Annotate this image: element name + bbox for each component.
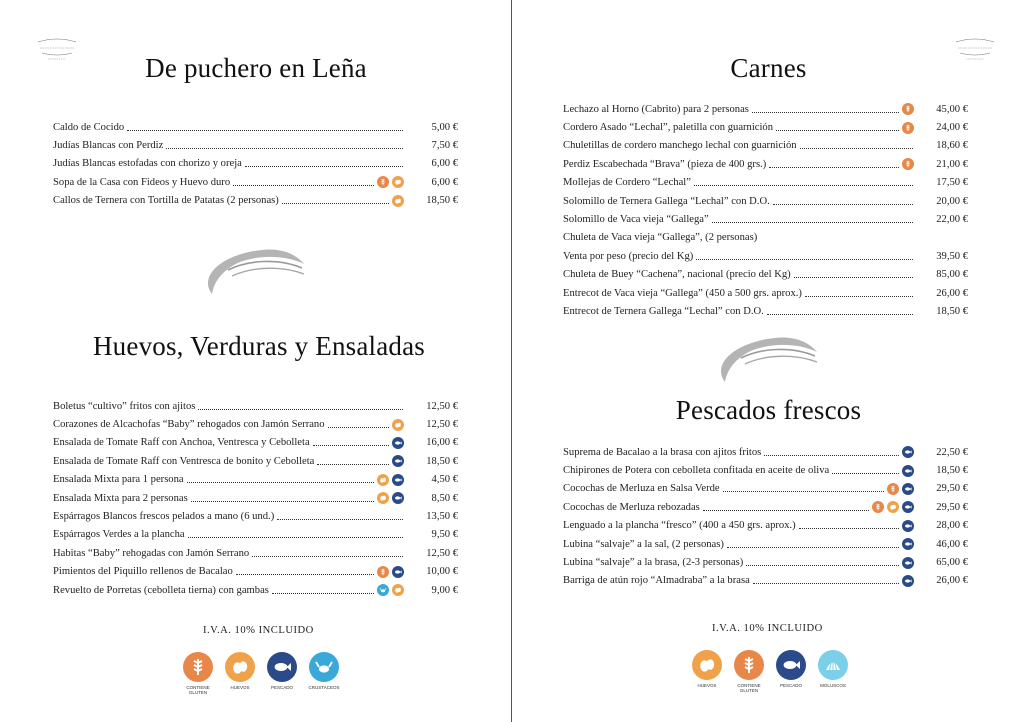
dot-leader bbox=[272, 593, 374, 594]
legend-item-huevos bbox=[224, 652, 256, 696]
menu-item-price: 18,50 € bbox=[426, 195, 458, 207]
allergen-icons bbox=[377, 584, 404, 596]
pescados-list bbox=[563, 443, 968, 590]
legend-label: HUEVOS bbox=[697, 683, 717, 688]
dot-leader bbox=[832, 473, 899, 474]
huevos-icon bbox=[392, 419, 404, 431]
menu-item-price: 18,50 € bbox=[936, 465, 968, 477]
menu-item-price: 21,00 € bbox=[936, 158, 968, 170]
allergen-icons bbox=[872, 501, 914, 513]
legend-item-huevos bbox=[691, 650, 723, 694]
dot-leader bbox=[328, 427, 389, 428]
menu-item bbox=[563, 100, 968, 118]
menu-item-price: 7,50 € bbox=[431, 140, 458, 152]
menu-item-price: 18,60 € bbox=[936, 140, 968, 152]
menu-item-price: 12,50 € bbox=[426, 547, 458, 559]
gluten-icon bbox=[872, 501, 884, 513]
menu-item bbox=[563, 229, 968, 247]
pescado-icon bbox=[902, 483, 914, 495]
huevos-icon bbox=[377, 474, 389, 486]
menu-item-name: Sopa de la Casa con Fideos y Huevo duro bbox=[53, 176, 231, 188]
legend-label: CONTIENE GLUTEN bbox=[737, 683, 761, 694]
menu-item-name: Perdiz Escabechada “Brava” (pieza de 400 grs.) bbox=[563, 158, 767, 170]
menu-item bbox=[563, 155, 968, 173]
menu-item-name: Corazones de Alcachofas “Baby” rehogados con Jamón Serrano bbox=[53, 419, 325, 431]
dot-leader bbox=[694, 185, 913, 186]
dot-leader bbox=[703, 510, 869, 511]
allergen-icons bbox=[902, 538, 914, 550]
section-title-huevos: Huevos, Verduras y Ensaladas bbox=[92, 331, 426, 361]
allergen-icons bbox=[392, 419, 404, 431]
menu-item-price: 45,00 € bbox=[936, 103, 968, 115]
menu-item-name: Lubina “salvaje” a la sal, (2 personas) bbox=[563, 538, 724, 550]
dot-leader bbox=[236, 574, 374, 575]
dot-leader bbox=[723, 491, 884, 492]
dot-leader bbox=[752, 112, 899, 113]
menu-item-price: 39,50 € bbox=[936, 250, 968, 262]
menu-item bbox=[53, 155, 458, 173]
menu-item-price: 17,50 € bbox=[936, 177, 968, 189]
allergen-icons bbox=[392, 437, 404, 449]
allergen-icons bbox=[902, 158, 914, 170]
menu-item bbox=[53, 136, 458, 154]
menu-item-name: Revuelto de Porretas (cebolleta tierna) con gambas bbox=[53, 584, 269, 596]
allergen-icons bbox=[887, 483, 914, 495]
dot-leader bbox=[166, 148, 403, 149]
menu-item-name: Cordero Asado “Lechal”, paletilla con guarnición bbox=[563, 122, 774, 134]
dot-leader bbox=[712, 222, 913, 223]
menu-item-name: Suprema de Bacalao a la brasa con ajitos fritos bbox=[563, 446, 762, 458]
section-title-puchero: De puchero en Leña bbox=[145, 53, 367, 83]
allergen-icons bbox=[392, 195, 404, 207]
menu-item-name: Lechazo al Horno (Cabrito) para 2 personas bbox=[563, 103, 749, 115]
gluten-icon bbox=[734, 650, 764, 680]
menu-item-name: Chuleta de Vaca vieja “Gallega”, (2 personas) bbox=[563, 232, 758, 244]
menu-item-price: 85,00 € bbox=[936, 269, 968, 281]
section-title-pescados: Pescados frescos bbox=[675, 395, 862, 425]
dot-leader bbox=[282, 203, 389, 204]
menu-item-name: Chipirones de Potera con cebolleta confitada en aceite de oliva bbox=[563, 465, 830, 477]
menu-item-price: 9,50 € bbox=[431, 529, 458, 541]
menu-item-name: Entrecot de Ternera Gallega “Lechal” con D.O. bbox=[563, 305, 764, 317]
menu-item-name: Lubina “salvaje” a la brasa, (2-3 personas) bbox=[563, 557, 744, 569]
allergen-icons bbox=[902, 520, 914, 532]
allergen-icons bbox=[377, 474, 404, 486]
menu-item-price: 26,00 € bbox=[936, 287, 968, 299]
menu-item-price: 18,50 € bbox=[936, 305, 968, 317]
legend-label: MOLUSCOS bbox=[820, 683, 846, 688]
menu-item-price: 16,00 € bbox=[426, 437, 458, 449]
pescado-icon bbox=[902, 446, 914, 458]
menu-item bbox=[53, 563, 458, 581]
pescado-icon bbox=[267, 652, 297, 682]
menu-item-name: Boletus “cultivo” fritos con ajitos bbox=[53, 400, 196, 412]
pescado-icon bbox=[902, 557, 914, 569]
menu-item bbox=[563, 443, 968, 461]
menu-item bbox=[563, 210, 968, 228]
menu-item-price: 13,50 € bbox=[426, 511, 458, 523]
menu-item-price: 26,00 € bbox=[936, 575, 968, 587]
dot-leader bbox=[764, 455, 899, 456]
menu-item-name: Venta por peso (precio del Kg) bbox=[563, 250, 694, 262]
menu-item-price: 65,00 € bbox=[936, 557, 968, 569]
menu-item-name: Espárragos Blancos frescos pelados a mano (6 und.) bbox=[53, 511, 275, 523]
legend-label: CRUSTACEOS bbox=[308, 685, 340, 690]
menu-item-name: Cocochas de Merluza rebozadas bbox=[563, 501, 700, 513]
menu-page-right bbox=[513, 0, 1024, 722]
crustaceos-icon bbox=[309, 652, 339, 682]
menu-item-name: Chuletillas de cordero manchego lechal con guarnición bbox=[563, 140, 797, 152]
dot-leader bbox=[245, 166, 403, 167]
pescado-icon bbox=[902, 575, 914, 587]
menu-item bbox=[53, 434, 458, 452]
dot-leader bbox=[794, 277, 913, 278]
menu-item-name: Ensalada de Tomate Raff con Ventresca de bonito y Cebolleta bbox=[53, 455, 315, 467]
menu-item-price: 22,00 € bbox=[936, 214, 968, 226]
menu-item bbox=[563, 461, 968, 479]
crustaceos-icon bbox=[377, 584, 389, 596]
legend-label: HUEVOS bbox=[230, 685, 250, 690]
menu-item-name: Ensalada Mixta para 1 persona bbox=[53, 474, 184, 486]
pescado-icon bbox=[902, 501, 914, 513]
dot-leader bbox=[769, 167, 899, 168]
menu-item-name: Judías Blancas con Perdiz bbox=[53, 140, 164, 152]
dot-leader bbox=[799, 528, 899, 529]
menu-item bbox=[53, 415, 458, 433]
menu-item-name: Callos de Ternera con Tortilla de Patatas (2 personas) bbox=[53, 195, 279, 207]
menu-item-name: Pimientos del Piquillo rellenos de Bacalao bbox=[53, 566, 233, 578]
menu-item-price: 8,50 € bbox=[431, 492, 458, 504]
menu-item-price: 6,00 € bbox=[431, 158, 458, 170]
pescado-icon bbox=[902, 465, 914, 477]
allergen-icons bbox=[902, 122, 914, 134]
menu-item bbox=[563, 535, 968, 553]
gluten-icon bbox=[902, 103, 914, 115]
menu-item bbox=[563, 284, 968, 302]
dot-leader bbox=[727, 547, 899, 548]
pescado-icon bbox=[392, 455, 404, 467]
legend-item-pescado bbox=[266, 652, 298, 696]
menu-item bbox=[53, 526, 458, 544]
menu-item bbox=[53, 173, 458, 191]
decorative-swoosh bbox=[711, 324, 819, 386]
menu-item-price: 46,00 € bbox=[936, 538, 968, 550]
dot-leader bbox=[313, 445, 389, 446]
menu-item-price: 10,00 € bbox=[426, 566, 458, 578]
allergen-icons bbox=[902, 446, 914, 458]
legend-item-gluten bbox=[733, 650, 765, 694]
dot-leader bbox=[187, 482, 374, 483]
allergen-legend bbox=[182, 652, 340, 696]
menu-item-name: Cocochas de Merluza en Salsa Verde bbox=[563, 483, 720, 495]
dot-leader bbox=[317, 464, 389, 465]
menu-item-price: 18,50 € bbox=[426, 455, 458, 467]
menu-item-price: 6,00 € bbox=[431, 176, 458, 188]
iva-note: I.V.A. 10% INCLUIDO bbox=[203, 625, 314, 636]
menu-item-price: 5,00 € bbox=[431, 121, 458, 133]
menu-item-price: 20,00 € bbox=[936, 195, 968, 207]
dot-leader bbox=[198, 409, 403, 410]
dot-leader bbox=[800, 148, 913, 149]
huevos-list bbox=[53, 397, 458, 599]
huevos-icon bbox=[887, 501, 899, 513]
dot-leader bbox=[191, 501, 374, 502]
menu-item bbox=[563, 174, 968, 192]
menu-item bbox=[563, 572, 968, 590]
section-title-carnes: Carnes bbox=[730, 53, 807, 83]
menu-item bbox=[563, 498, 968, 516]
menu-item-price: 24,00 € bbox=[936, 122, 968, 134]
menu-item-name: Mollejas de Cordero “Lechal” bbox=[563, 177, 691, 189]
allergen-icons bbox=[902, 465, 914, 477]
carnes-list bbox=[563, 100, 968, 321]
pescado-icon bbox=[392, 492, 404, 504]
dot-leader bbox=[776, 130, 899, 131]
menu-item bbox=[53, 544, 458, 562]
dot-leader bbox=[805, 296, 913, 297]
dot-leader bbox=[277, 519, 403, 520]
huevos-icon bbox=[392, 195, 404, 207]
menu-item-name: Barriga de atún rojo “Almadraba” a la brasa bbox=[563, 575, 750, 587]
gluten-icon bbox=[377, 566, 389, 578]
legend-item-gluten bbox=[182, 652, 214, 696]
allergen-legend bbox=[691, 650, 849, 694]
menu-item-price: 12,50 € bbox=[426, 419, 458, 431]
legend-label: PESCADO bbox=[779, 683, 802, 688]
menu-item-name: Entrecot de Vaca vieja “Gallega” (450 a 500 grs. aprox.) bbox=[563, 287, 802, 299]
menu-item-name: Chuleta de Buey “Cachena”, nacional (precio del Kg) bbox=[563, 269, 791, 281]
gluten-icon bbox=[902, 122, 914, 134]
menu-item bbox=[53, 192, 458, 210]
dot-leader bbox=[127, 130, 403, 131]
menu-item-name: Espárragos Verdes a la plancha bbox=[53, 529, 185, 541]
decorative-swoosh bbox=[198, 236, 306, 298]
menu-item bbox=[53, 581, 458, 599]
gluten-icon bbox=[902, 158, 914, 170]
menu-item bbox=[53, 507, 458, 525]
moluscos-icon bbox=[818, 650, 848, 680]
pescado-icon bbox=[392, 437, 404, 449]
allergen-icons bbox=[392, 455, 404, 467]
pescado-icon bbox=[902, 538, 914, 550]
gluten-icon bbox=[183, 652, 213, 682]
dot-leader bbox=[233, 185, 374, 186]
gluten-icon bbox=[377, 176, 389, 188]
menu-item-price: 29,50 € bbox=[936, 483, 968, 495]
pescado-icon bbox=[392, 566, 404, 578]
menu-item bbox=[53, 118, 458, 136]
legend-item-pescado bbox=[775, 650, 807, 694]
menu-item-name: Solomillo de Vaca vieja “Gallega” bbox=[563, 214, 709, 226]
menu-item-price: 29,50 € bbox=[936, 501, 968, 513]
menu-item-name: Ensalada de Tomate Raff con Anchoa, Ventresca y Cebolleta bbox=[53, 437, 310, 449]
allergen-icons bbox=[377, 176, 404, 188]
allergen-icons bbox=[902, 557, 914, 569]
dot-leader bbox=[696, 259, 913, 260]
pescado-icon bbox=[776, 650, 806, 680]
menu-item bbox=[53, 397, 458, 415]
menu-item bbox=[563, 517, 968, 535]
menu-item-price: 12,50 € bbox=[426, 400, 458, 412]
menu-item bbox=[53, 489, 458, 507]
dot-leader bbox=[188, 537, 403, 538]
menu-item bbox=[563, 302, 968, 320]
menu-item bbox=[563, 480, 968, 498]
menu-item-name: Solomillo de Ternera Gallega “Lechal” con D.O. bbox=[563, 195, 770, 207]
menu-item-name: Habitas “Baby” rehogadas con Jamón Serrano bbox=[53, 547, 250, 559]
menu-item bbox=[563, 247, 968, 265]
huevos-icon bbox=[225, 652, 255, 682]
gluten-icon bbox=[887, 483, 899, 495]
allergen-icons bbox=[377, 566, 404, 578]
legend-item-moluscos bbox=[817, 650, 849, 694]
legend-label: PESCADO bbox=[270, 685, 293, 690]
dot-leader bbox=[753, 583, 899, 584]
menu-item-name: Judías Blancas estofadas con chorizo y oreja bbox=[53, 158, 242, 170]
menu-item bbox=[563, 118, 968, 136]
legend-item-crustaceos bbox=[308, 652, 340, 696]
menu-item-price: 4,50 € bbox=[431, 474, 458, 486]
menu-item-price: 22,50 € bbox=[936, 446, 968, 458]
menu-item bbox=[53, 471, 458, 489]
menu-item-name: Caldo de Cocido bbox=[53, 121, 125, 133]
allergen-icons bbox=[902, 103, 914, 115]
puchero-list bbox=[53, 118, 458, 210]
menu-item bbox=[563, 266, 968, 284]
allergen-icons bbox=[902, 575, 914, 587]
menu-item-name: Ensalada Mixta para 2 personas bbox=[53, 492, 188, 504]
huevos-icon bbox=[392, 176, 404, 188]
legend-label: CONTIENE GLUTEN bbox=[186, 685, 210, 696]
dot-leader bbox=[767, 314, 913, 315]
menu-item-price: 28,00 € bbox=[936, 520, 968, 532]
menu-item bbox=[563, 553, 968, 571]
dot-leader bbox=[773, 204, 913, 205]
dot-leader bbox=[746, 565, 899, 566]
dot-leader bbox=[252, 556, 403, 557]
iva-note: I.V.A. 10% INCLUIDO bbox=[712, 623, 823, 634]
pescado-icon bbox=[392, 474, 404, 486]
huevos-icon bbox=[692, 650, 722, 680]
allergen-icons bbox=[377, 492, 404, 504]
menu-item bbox=[53, 452, 458, 470]
menu-item bbox=[563, 192, 968, 210]
menu-item-price: 9,00 € bbox=[431, 584, 458, 596]
huevos-icon bbox=[392, 584, 404, 596]
pescado-icon bbox=[902, 520, 914, 532]
menu-item-name: Lenguado a la plancha “fresco” (400 a 450 grs. aprox.) bbox=[563, 520, 796, 532]
huevos-icon bbox=[377, 492, 389, 504]
menu-item bbox=[563, 137, 968, 155]
